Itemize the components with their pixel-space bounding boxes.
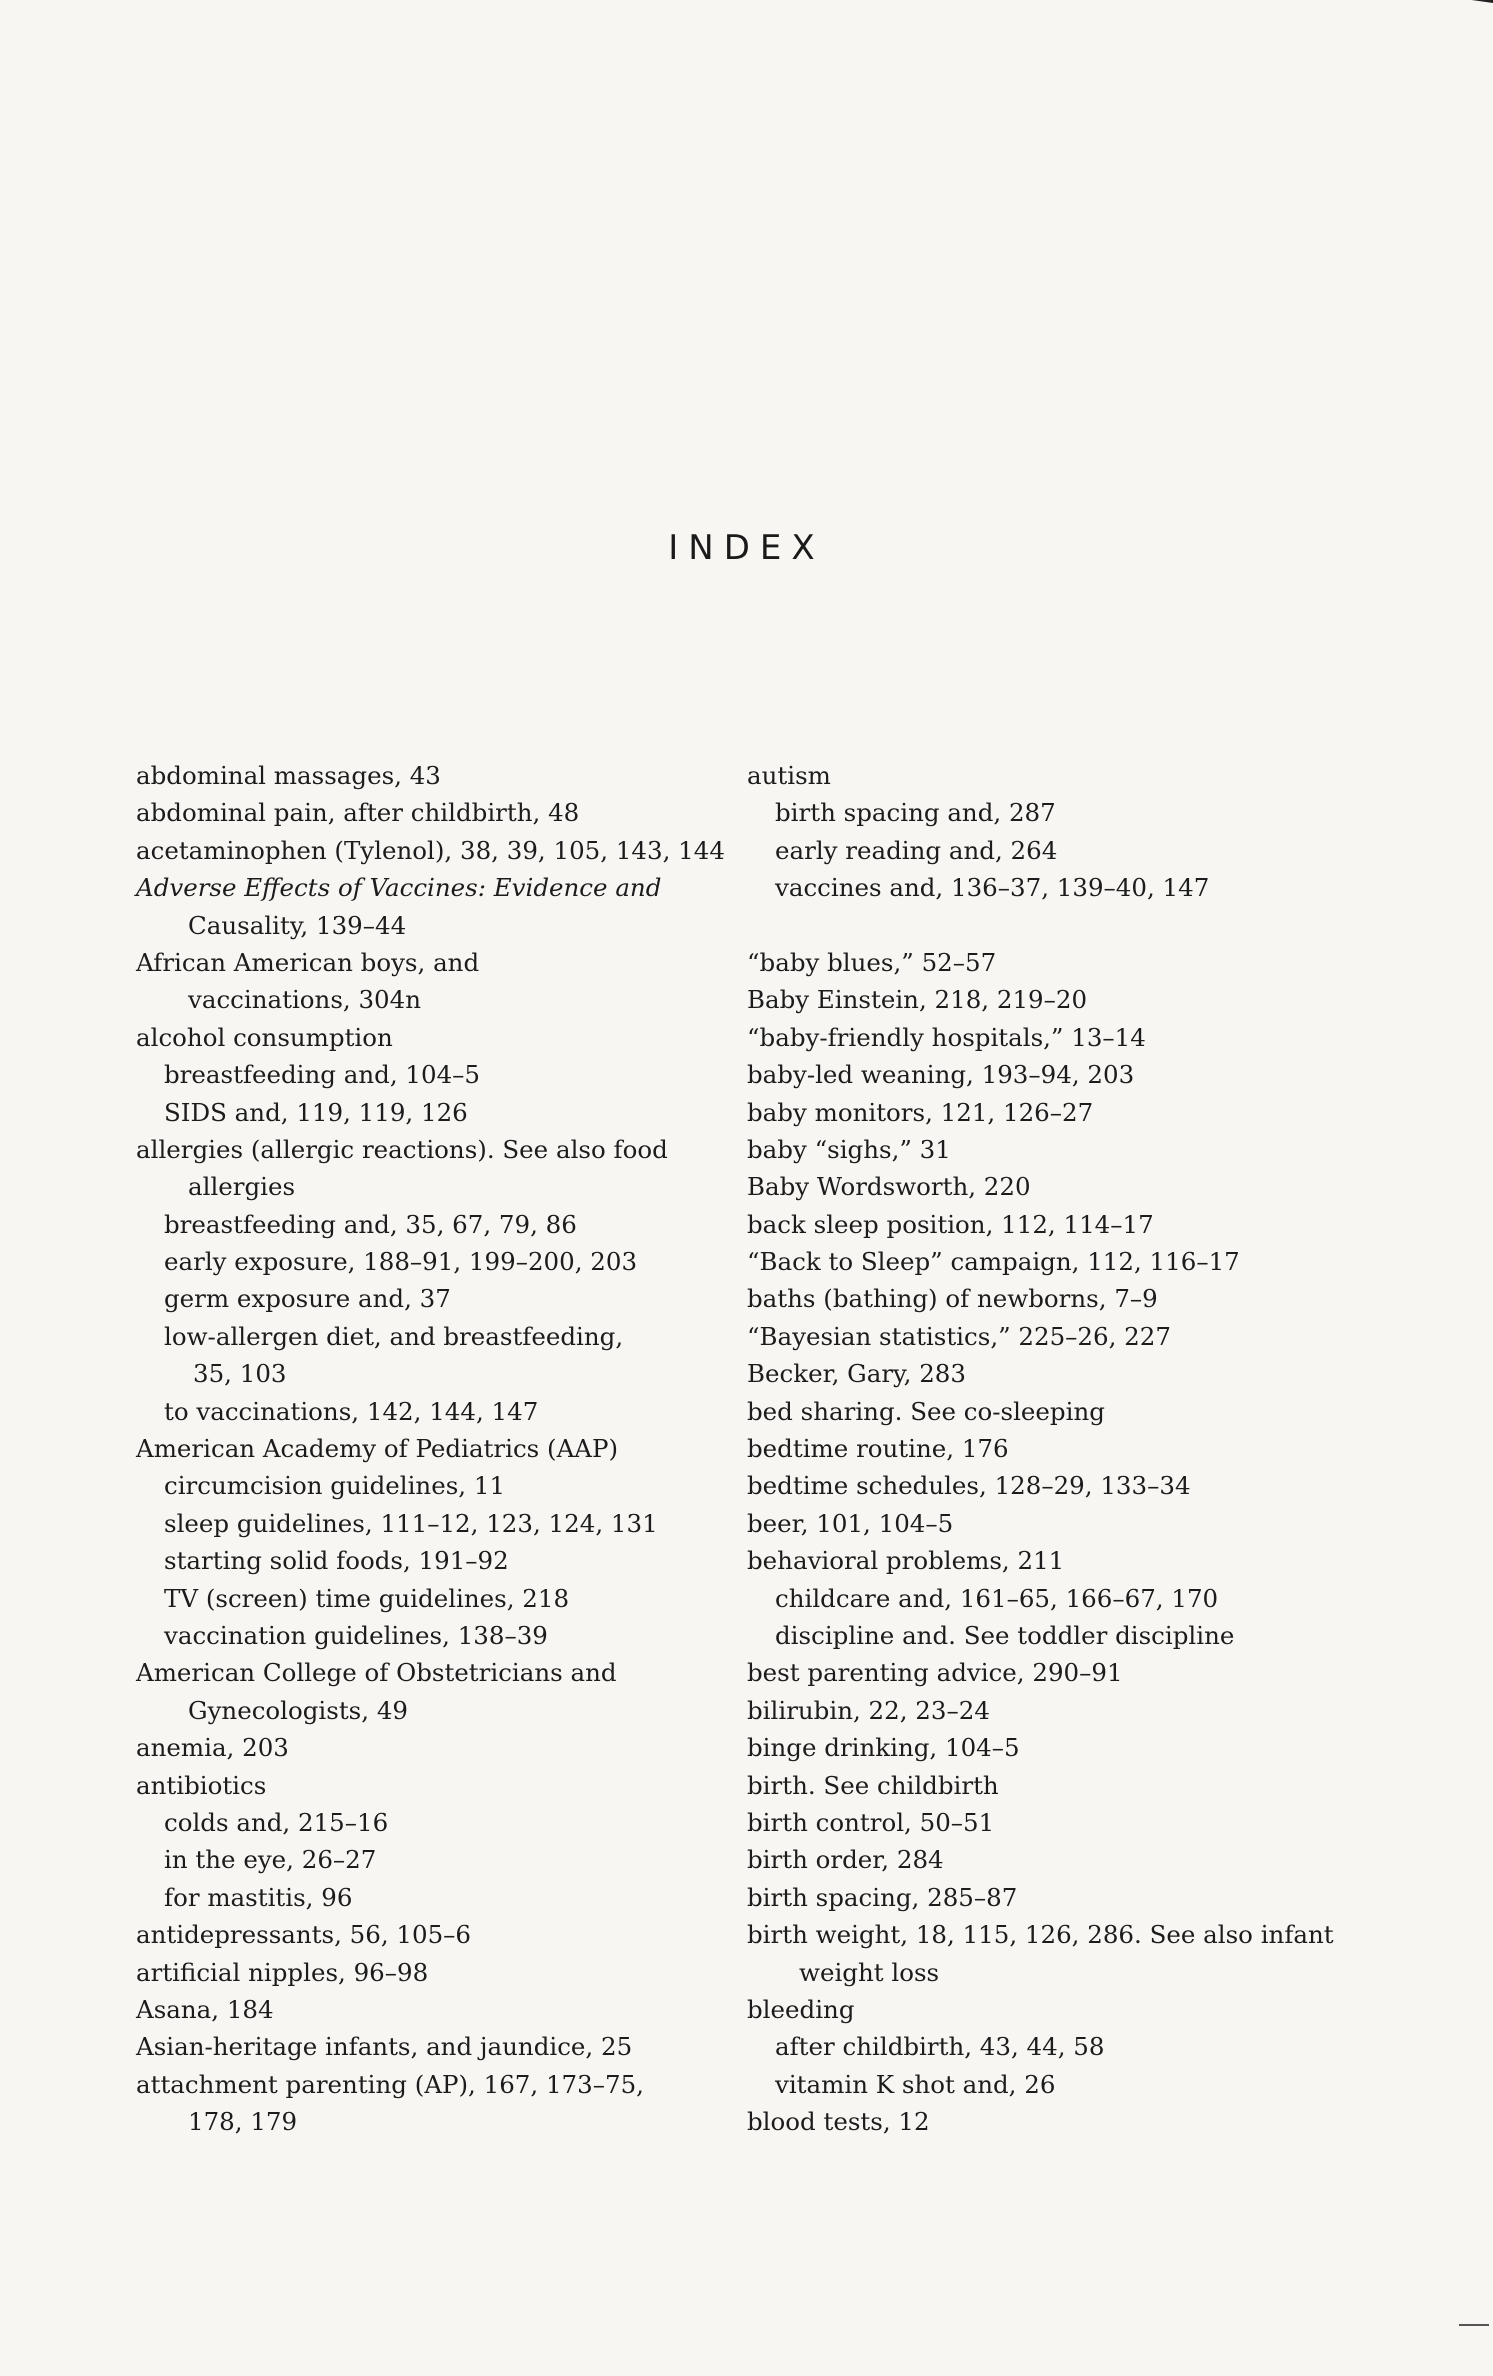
index-entry: “baby-friendly hospitals,” 13–14 (747, 1022, 1146, 1052)
index-entry: artificial nipples, 96–98 (136, 1957, 429, 1987)
index-entry: blood tests, 12 (747, 2107, 930, 2137)
index-entry: birth weight, 18, 115, 126, 286. See also infant (747, 1920, 1334, 1950)
index-entry: best parenting advice, 290–91 (747, 1658, 1123, 1688)
index-entry: baby “sighs,” 31 (747, 1134, 951, 1164)
index-entry: baby-led weaning, 193–94, 203 (747, 1060, 1135, 1090)
index-entry: bleeding (747, 1994, 855, 2024)
index-entry: Becker, Gary, 283 (747, 1359, 966, 1389)
index-entry: TV (screen) time guidelines, 218 (164, 1583, 570, 1613)
index-entry: vaccination guidelines, 138–39 (164, 1620, 548, 1650)
index-entry: bedtime routine, 176 (747, 1434, 1009, 1464)
index-entry: birth spacing and, 287 (775, 798, 1056, 828)
index-column-right (747, 757, 1347, 2140)
index-entry: allergies (allergic reactions). See also food (136, 1134, 668, 1164)
index-entry: childcare and, 161–65, 166–67, 170 (775, 1583, 1219, 1613)
index-entry: abdominal massages, 43 (136, 761, 441, 790)
index-entry: abdominal pain, after childbirth, 48 (136, 798, 580, 828)
index-entry: colds and, 215–16 (164, 1807, 389, 1837)
index-entry: antibiotics (136, 1770, 267, 1800)
index-entry: for mastitis, 96 (164, 1882, 353, 1912)
index-entry: acetaminophen (Tylenol), 38, 39, 105, 143, 144 (136, 835, 725, 865)
index-entry: early exposure, 188–91, 199–200, 203 (164, 1247, 638, 1277)
index-entry: “Back to Sleep” campaign, 112, 116–17 (747, 1247, 1240, 1277)
index-entry: birth order, 284 (747, 1845, 944, 1875)
index-entry: vitamin K shot and, 26 (775, 2069, 1056, 2099)
index-entry: beer, 101, 104–5 (747, 1508, 954, 1538)
index-entry: Adverse Effects of Vaccines: Evidence and (136, 873, 662, 903)
index-entry: “baby blues,” 52–57 (747, 947, 997, 977)
index-entry (747, 907, 1347, 944)
index-entry: baths (bathing) of newborns, 7–9 (747, 1284, 1158, 1314)
index-entry: behavioral problems, 211 (747, 1546, 1065, 1576)
index-entry: early reading and, 264 (775, 835, 1058, 865)
index-entry: Causality, 139–44 (188, 910, 407, 940)
index-entry: autism (747, 761, 831, 790)
index-entry: bed sharing. See co-sleeping (747, 1396, 1105, 1426)
index-entry: weight loss (799, 1957, 940, 1987)
index-entry: antidepressants, 56, 105–6 (136, 1920, 472, 1950)
index-entry: Asana, 184 (136, 1994, 274, 2024)
index-entry: American College of Obstetricians and (136, 1658, 617, 1688)
index-entry: back sleep position, 112, 114–17 (747, 1209, 1154, 1239)
index-entry: low-allergen diet, and breastfeeding, (164, 1321, 624, 1351)
index-entry: vaccines and, 136–37, 139–40, 147 (775, 873, 1210, 903)
index-entry: alcohol consumption (136, 1022, 393, 1052)
index-entry: vaccinations, 304n (188, 985, 422, 1015)
index-entry: birth. See childbirth (747, 1770, 999, 1800)
index-entry: allergies (188, 1172, 296, 1202)
index-entry: discipline and. See toddler discipline (775, 1620, 1235, 1650)
index-entry: germ exposure and, 37 (164, 1284, 451, 1314)
index-entry: birth control, 50–51 (747, 1807, 995, 1837)
index-entry: 178, 179 (188, 2107, 298, 2137)
page-edge-mark-bottom (1459, 2324, 1489, 2326)
index-entry: anemia, 203 (136, 1733, 289, 1763)
index-entry: sleep guidelines, 111–12, 123, 124, 131 (164, 1508, 658, 1538)
index-entry: baby monitors, 121, 126–27 (747, 1097, 1094, 1127)
index-entry: binge drinking, 104–5 (747, 1733, 1020, 1763)
page-edge-mark (1433, 0, 1493, 13)
index-entry: bedtime schedules, 128–29, 133–34 (747, 1471, 1191, 1501)
index-entry: Baby Einstein, 218, 219–20 (747, 985, 1088, 1015)
index-entry: after childbirth, 43, 44, 58 (775, 2032, 1105, 2062)
index-entry: American Academy of Pediatrics (AAP) (136, 1434, 619, 1464)
index-entry: Gynecologists, 49 (188, 1695, 409, 1725)
index-entry: breastfeeding and, 35, 67, 79, 86 (164, 1209, 577, 1239)
index-entry: starting solid foods, 191–92 (164, 1546, 509, 1576)
page-title: INDEX (668, 527, 825, 568)
index-entry: circumcision guidelines, 11 (164, 1471, 506, 1501)
index-entry: SIDS and, 119, 119, 126 (164, 1097, 468, 1127)
index-entry: attachment parenting (AP), 167, 173–75, (136, 2069, 644, 2099)
index-entry: in the eye, 26–27 (164, 1845, 377, 1875)
index-entry: to vaccinations, 142, 144, 147 (164, 1396, 539, 1426)
index-entry: 35, 103 (193, 1359, 287, 1389)
index-entry: breastfeeding and, 104–5 (164, 1060, 480, 1090)
index-entry: African American boys, and (136, 947, 480, 977)
index-entry: Asian-heritage infants, and jaundice, 25 (136, 2032, 633, 2062)
index-entry: bilirubin, 22, 23–24 (747, 1695, 990, 1725)
index-column-left (136, 757, 736, 2140)
index-entry: birth spacing, 285–87 (747, 1882, 1018, 1912)
index-entry: Baby Wordsworth, 220 (747, 1172, 1031, 1202)
index-entry: “Bayesian statistics,” 225–26, 227 (747, 1321, 1171, 1351)
